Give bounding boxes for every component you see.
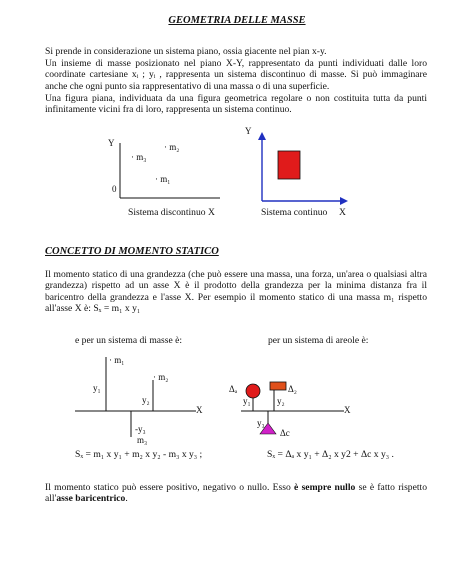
discrete-caption: Sistema discontinuo X (128, 207, 215, 218)
mass-m1-label: · m₁ (155, 174, 171, 184)
conclusion-text: Il momento statico può essere positivo, negativo o nullo. Esso (45, 482, 295, 493)
mass-m2-label: · m₂ (164, 142, 180, 152)
page-title: GEOMETRIA DELLE MASSE (168, 15, 306, 26)
areola-y2-label: y₂ (277, 396, 285, 406)
conclusion-paragraph (45, 482, 427, 505)
distance-y1-label: y₁ (93, 383, 101, 393)
continuous-y-axis-label: Y (245, 126, 252, 136)
areola-b-rect (270, 382, 286, 390)
conclusion-bold-axis: asse baricentrico (56, 493, 126, 505)
areola-y3-label: y₃ (257, 418, 265, 428)
discrete-origin-label: 0 (112, 184, 117, 194)
intro-paragraph-2: Un insieme di masse posizionato nel piano X-Y, rappresentato da punti individuati dalle loro coordinate cartesiane xᵢ ; yᵢ , rappresenta un sistema discontinuo di masse. Si può immaginare anche che ogni punto sia rappresentativo di una massa o di una superficie. (45, 58, 427, 92)
areole-system-intro: per un sistema di areole è: (268, 335, 369, 346)
areola-y1-label: y₁ (243, 396, 251, 406)
areola-c-label: Δc (280, 428, 290, 438)
momento-statico-paragraph: Il momento statico di una grandezza (che può essere una massa, una forza, un'area o qualsiasi altra grandezza) rispetto ad un asse X è il prodotto della grandezza per la minima distanza fra il baricentro della grandezza e l'asse X. Per esempio il momento statico di una massa m₁ rispetto all'asse X è: Sₓ = m₁ x y₁ (45, 269, 427, 315)
discrete-y-axis-label: Y (108, 138, 115, 148)
intro-paragraph-3: Una figura piana, individuata da una figura geometrica regolare o non costituita tutta da punti infinitamente vicini fra di loro, rappresenta un sistema continuo. (45, 93, 427, 116)
distance-y2-label: y₂ (142, 395, 150, 405)
masses-x-axis-label: X (196, 405, 203, 415)
distance-y3-label: -y₃ (135, 424, 146, 434)
mass-m2-label-2: · m₂ (153, 372, 169, 382)
intro-paragraph-1: Si prende in considerazione un sistema piano, ossia giacente nel pian x-y. (45, 46, 327, 57)
mass-m3-label-2: m₃ (137, 435, 148, 445)
masses-formula: Sₓ = m₁ x y₁ + m₂ x y₂ - m₃ x y₃ ; (75, 449, 203, 460)
section-heading-momento-statico: CONCETTO DI MOMENTO STATICO (45, 246, 219, 257)
areola-a-label: Δₐ (229, 384, 238, 394)
masses-system-intro: e per un sistema di masse è: (75, 335, 183, 346)
conclusion-text-2: se è fatto rispetto all' (45, 482, 427, 505)
continuous-x-axis-label: X (339, 207, 346, 218)
areole-x-axis-label: X (344, 405, 351, 415)
conclusion-end: . (125, 493, 128, 505)
mass-m3-label: · m₃ (131, 152, 147, 162)
areola-b-label: Δ₂ (288, 384, 297, 394)
mass-m1-label-2: · m₁ (109, 355, 125, 365)
continuous-caption: Sistema continuo (261, 207, 328, 218)
continuous-area-rect (278, 151, 300, 179)
areole-formula: Sₓ = Δₐ x y₁ + Δ₂ x y2 + Δc x y₃ . (267, 449, 394, 460)
conclusion-bold-always-null: è sempre nullo (294, 482, 356, 493)
continuous-system-axes (258, 132, 348, 205)
